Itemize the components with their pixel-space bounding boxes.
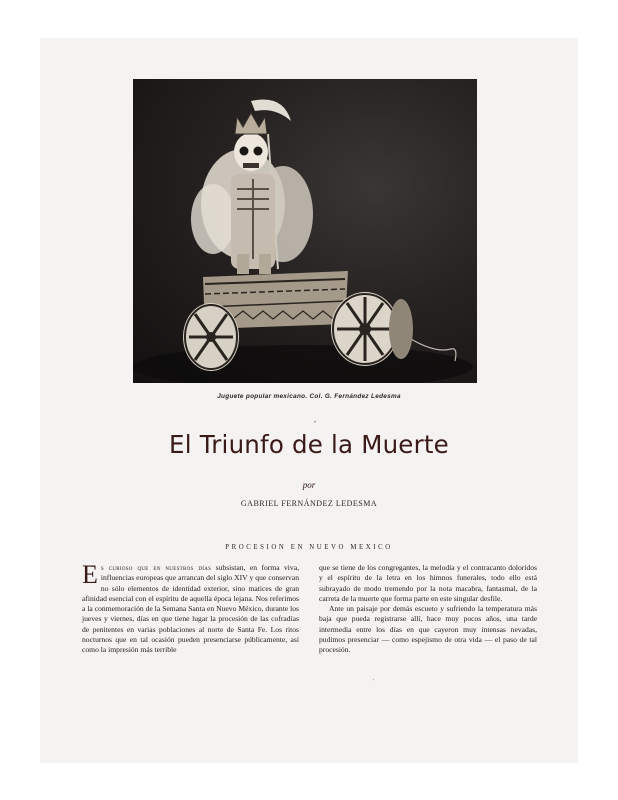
lead-smallcaps: s curioso que en nuestros días <box>100 563 212 572</box>
right-wheel <box>331 292 399 366</box>
left-paragraph-text: subsistan, en forma viva, influencias europeas que arrancan del siglo XIV y que conservan no sólo elementos de identidad exterior, sino matices de gran afinidad esencial con el espíritu de aquella época lejana. Nos referimos a la conmemoración de la Semana Santa en Nuevo México, durante los jueves y viernes, días en que tiene lugar la procesión de las cofradías de penitentes en varias poblaciones al norte de Santa Fe. Los ritos nocturnos que en tal ocasión pueden presenciarse públicamente, así como la impresión más terrible <box>82 563 299 655</box>
author-name: GABRIEL FERNÁNDEZ LEDESMA <box>240 499 378 508</box>
drop-cap: E <box>82 560 98 589</box>
right-paragraph-2: Ante un paisaje por demás escueto y sufriendo la temperatura más baja que pueda registrarse allí, hace muy pocos años, una tarde intermedia entre los días en que cayeron muy intensas nevadas, pudimos presenciar — como espejismo de otra vida — el paso de tal procesión. <box>319 604 537 655</box>
article-title: El Triunfo de la Muerte <box>169 430 449 459</box>
left-column <box>82 560 299 656</box>
print-speck: ' <box>373 679 375 685</box>
section-heading: PROCESION EN NUEVO MEXICO <box>225 544 393 551</box>
photo-caption: Juguete popular mexicano. Col. G. Fernández Ledesma <box>217 393 401 400</box>
print-speck: • <box>314 420 317 426</box>
skeleton-cart-illustration <box>133 79 477 383</box>
left-wheel <box>183 303 239 371</box>
left-paragraph <box>82 560 299 656</box>
byline-prefix: por <box>302 480 316 490</box>
magazine-page <box>40 38 578 763</box>
right-column <box>319 563 537 656</box>
toy-skeleton-photograph <box>133 79 477 383</box>
right-paragraph-1: que se tiene de los congregantes, la melodía y el contracanto doloridos y el espíritu de la letra en los himnos funerales, todo ello está subrayado de modo tremendo por la nota macabra, fantasmal, de la carreta de la muerte que forma parte en este singular desfile. <box>319 563 537 603</box>
